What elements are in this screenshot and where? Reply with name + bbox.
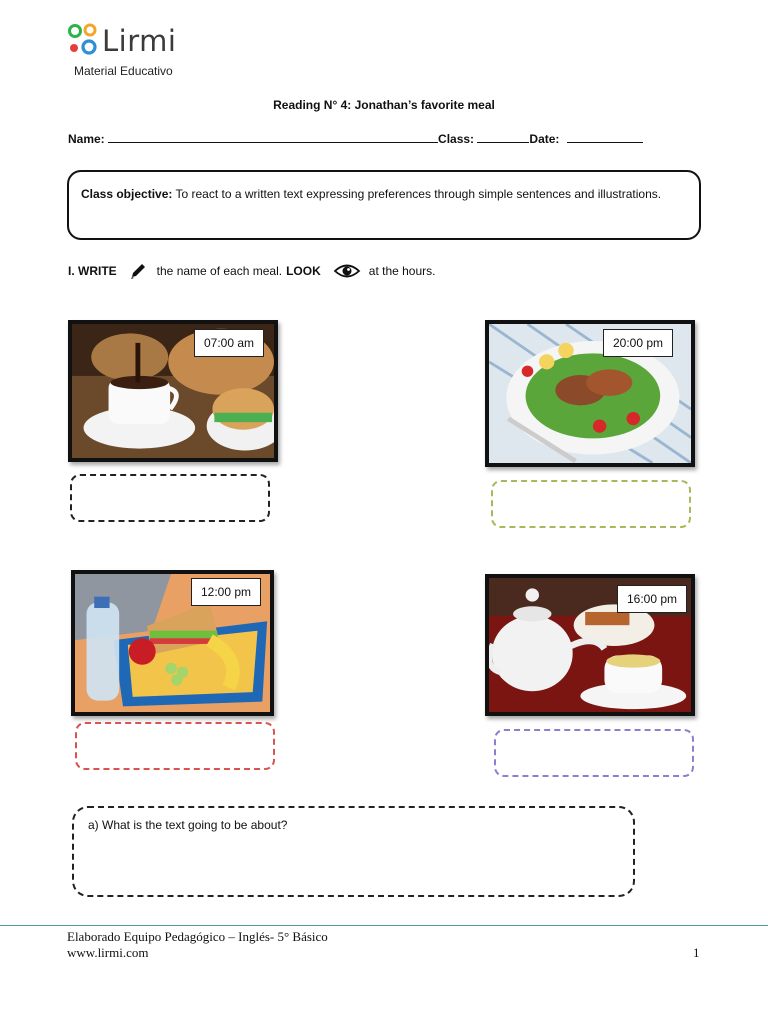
instruction-hours: at the hours. bbox=[368, 264, 436, 278]
meal-answer-box[interactable] bbox=[75, 722, 275, 770]
question-answer-box[interactable] bbox=[72, 806, 635, 897]
meal-answer-box[interactable] bbox=[70, 474, 270, 522]
lirmi-logo bbox=[66, 22, 206, 82]
class-label: Class: bbox=[438, 132, 475, 146]
brand-subtitle: Material Educativo bbox=[74, 64, 173, 78]
class-objective-box bbox=[67, 170, 701, 240]
date-label: Date: bbox=[529, 132, 560, 146]
instruction-line bbox=[68, 262, 435, 280]
objective-text: To react to a written text expressing preferences through simple sentences and illustrations. bbox=[175, 187, 662, 201]
instruction-meal: the name of each meal. bbox=[156, 264, 283, 278]
meal-answer-box[interactable] bbox=[494, 729, 694, 777]
footer-credits bbox=[67, 929, 328, 961]
footer-website[interactable]: www.lirmi.com bbox=[67, 945, 149, 960]
meal-time-label: 07:00 am bbox=[194, 329, 264, 357]
page-title: Reading N° 4: Jonathan’s favorite meal bbox=[273, 98, 495, 112]
page-number: 1 bbox=[693, 945, 700, 960]
objective-label: Class objective: bbox=[81, 187, 173, 201]
name-label: Name: bbox=[68, 132, 105, 146]
date-field[interactable] bbox=[567, 132, 643, 143]
meal-time-label: 12:00 pm bbox=[191, 578, 261, 606]
lirmi-circles-icon bbox=[66, 22, 102, 58]
eye-icon bbox=[333, 262, 361, 280]
instruction-write: I. WRITE bbox=[68, 264, 117, 278]
pencil-icon bbox=[129, 262, 149, 280]
class-field[interactable] bbox=[477, 132, 529, 143]
footer-divider bbox=[0, 925, 768, 926]
brand-name: Lirmi bbox=[102, 24, 177, 58]
footer-credit-text: Elaborado Equipo Pedagógico – Inglés- 5° Básico bbox=[67, 929, 328, 944]
meal-time-label: 20:00 pm bbox=[603, 329, 673, 357]
meal-answer-box[interactable] bbox=[491, 480, 691, 528]
student-info-line bbox=[68, 132, 643, 146]
name-field[interactable] bbox=[108, 132, 438, 143]
meal-time-label: 16:00 pm bbox=[617, 585, 687, 613]
instruction-look: LOOK bbox=[286, 264, 321, 278]
question-text: a) What is the text going to be about? bbox=[88, 818, 288, 832]
